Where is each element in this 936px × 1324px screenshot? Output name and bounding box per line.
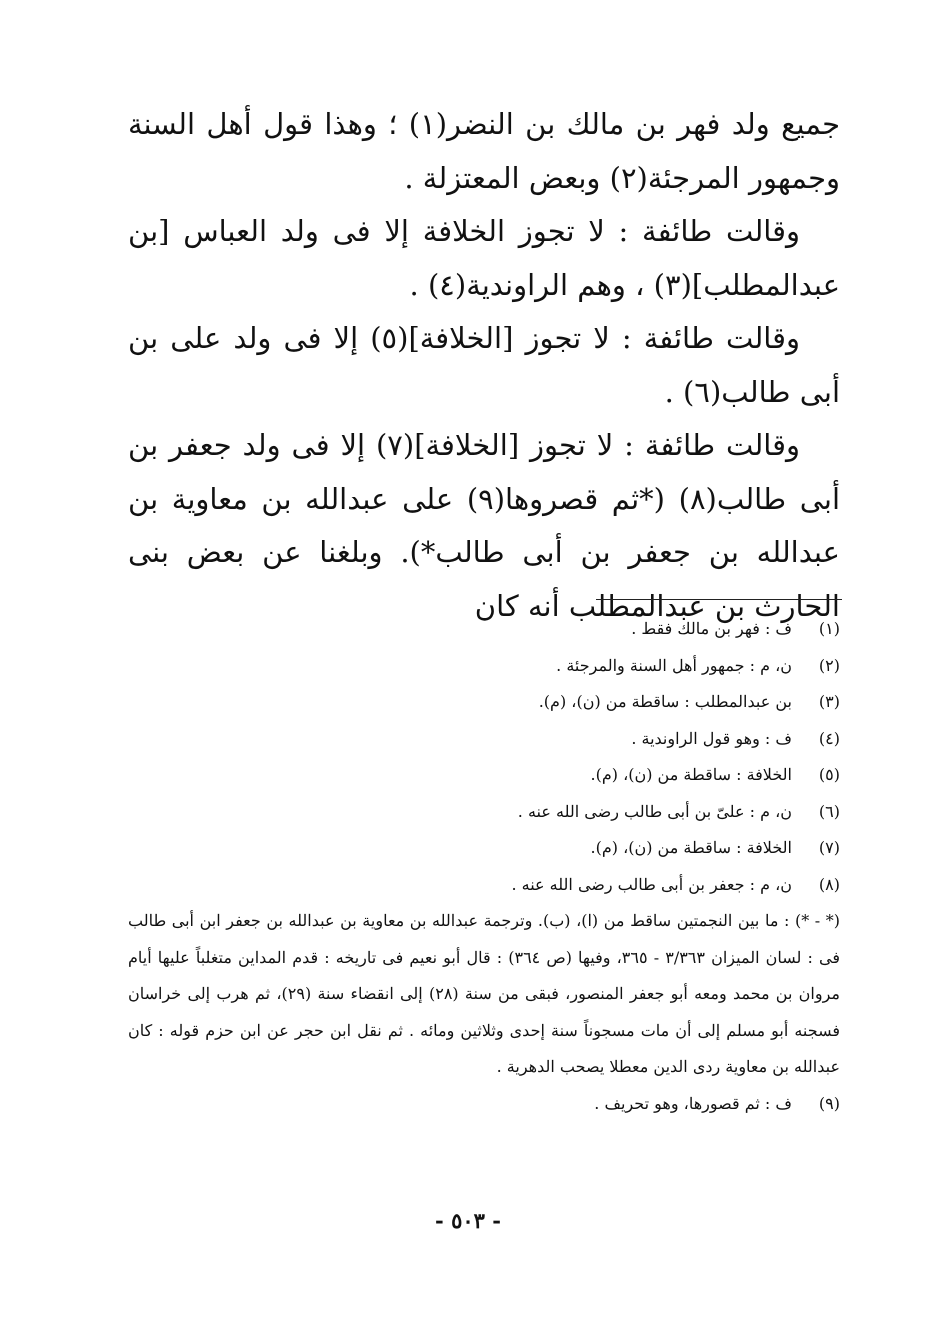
footnote-text: ن، م : جعفر بن أبى طالب رضى الله عنه . (511, 874, 792, 894)
footnote-text: ن، م : علىّ بن أبى طالب رضى الله عنه . (517, 801, 792, 821)
footnote-2 (128, 648, 840, 685)
footnote-star-marker: (* - *) (794, 911, 840, 930)
footnote-5 (128, 757, 840, 794)
footnote-star (128, 903, 840, 1086)
footnote-4 (128, 721, 840, 758)
footnotes (128, 611, 840, 1122)
footnote-text: ف : وهو قول الراوندية . (631, 728, 792, 748)
paragraph-3: وقالت طائفة : لا تجوز [الخلافة](٥) إلا فى ولد على بن أبى طالب(٦) . (128, 321, 840, 409)
footnote-number: (٧) (818, 838, 840, 857)
paragraph-1: جميع ولد فهر بن مالك بن النضر(١) ؛ وهذا قول أهل السنة وجمهور المرجئة(٢) وبعض المعتزلة . (128, 107, 840, 195)
footnote-star-text: : ما بين النجمتين ساقط من (ا)، (ب). وترجمة عبدالله بن معاوية بن عبدالله بن جعفر ابن أبى طالب فى : لسان الميزان ٣/٣٦٣ - ٣٦٥، وفيها (ص ٣٦٤) : قال أبو نعيم فى تاريخه : قدم المداين متغلباً عليها أيام مروان بن محمد ومعه أبو جعفر المنصور، فبقى من سنة (٢٨) إلى انقضاء سنة (٢٩)، ثم هرب إلى خراسان فسجنه أبو مسلم إلى أن مات مسجوناً سنة إحدى وثلاثين ومائه . ثم نقل ابن حجر عن ابن حزم قوله : كان عبدالله بن معاوية ردى الدين معطلا يصحب الدهرية . (128, 911, 841, 1076)
footnote-6 (128, 794, 840, 831)
footnote-text: ن، م : جمهور أهل السنة والمرجئة . (556, 655, 792, 675)
paragraph-4: وقالت طائفة : لا تجوز [الخلافة](٧) إلا فى ولد جعفر بن أبى طالب(٨) (*ثم قصروها(٩) على عبدالله بن معاوية بن عبدالله بن جعفر بن أبى طالب*). وبلغنا عن بعض بنى الحارث بن عبدالمطلب أنه كان (128, 428, 841, 623)
footnote-separator (596, 599, 842, 600)
footnote-3 (128, 684, 840, 721)
footnote-7 (128, 830, 840, 867)
paragraph-2: وقالت طائفة : لا تجوز الخلافة إلا فى ولد العباس [بن عبدالمطلب](٣) ، وهم الراوندية(٤) . (128, 214, 840, 302)
main-text (128, 98, 840, 633)
footnote-number: (١) (818, 619, 840, 638)
footnote-number: (٦) (818, 801, 840, 821)
footnote-text: بن عبدالمطلب : ساقطة من (ن)، (م). (538, 692, 792, 711)
footnote-text: ف : ثم قصورها، وهو تحريف . (594, 1093, 792, 1113)
footnote-number: (٢) (818, 655, 840, 675)
footnote-1 (128, 611, 840, 648)
footnote-number: (٥) (818, 765, 840, 784)
footnote-number: (٨) (818, 874, 840, 894)
footnote-number: (٣) (818, 692, 840, 711)
footnote-text: ف : فهر بن مالك فقط . (631, 619, 792, 638)
footnote-8 (128, 867, 840, 904)
footnote-number: (٩) (818, 1093, 840, 1113)
footnote-text: الخلافة : ساقطة من (ن)، (م). (590, 765, 792, 784)
footnote-text: الخلافة : ساقطة من (ن)، (م). (590, 838, 792, 857)
footnote-9 (128, 1086, 840, 1123)
footnote-number: (٤) (818, 728, 840, 748)
page-number: - ٥٠٣ - (435, 1208, 501, 1233)
